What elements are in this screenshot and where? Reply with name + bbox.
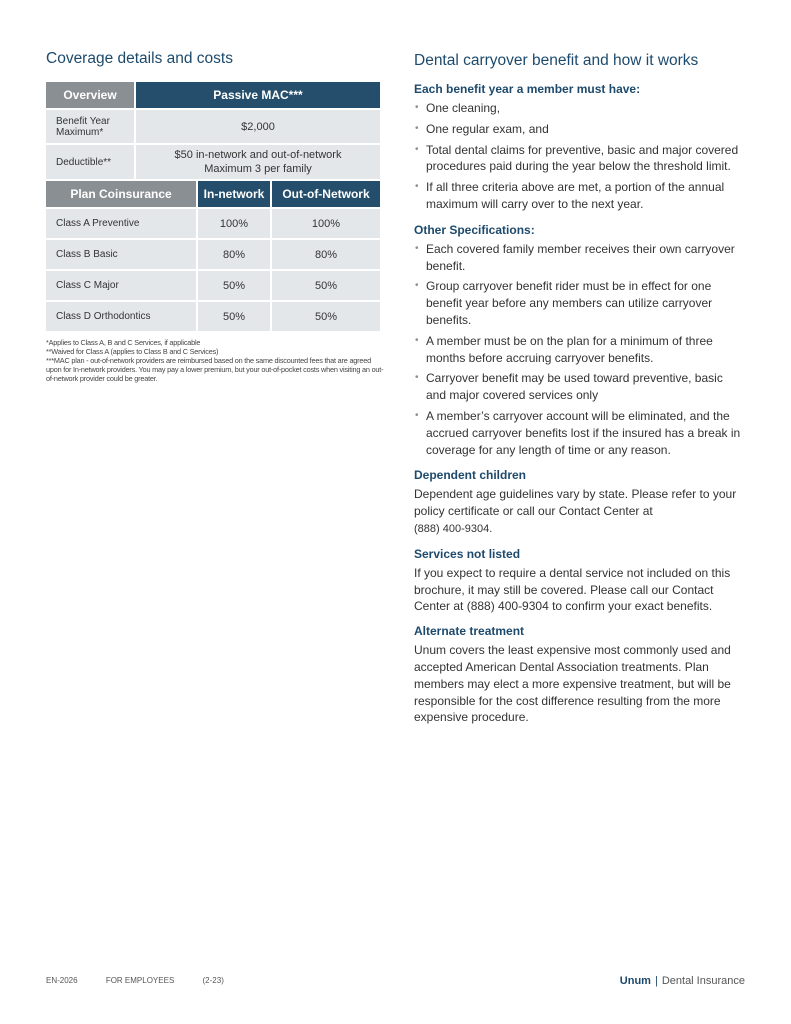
list-item: • Each covered family member receives their own carryover benefit. xyxy=(414,241,744,275)
in-network-value: 50% xyxy=(198,271,270,300)
footer-separator: | xyxy=(654,975,658,987)
footer-meta xyxy=(46,976,250,985)
table-row xyxy=(46,271,380,300)
row-label: Class A Preventive xyxy=(46,209,196,238)
plan-coinsurance-header: Plan Coinsurance xyxy=(46,181,196,207)
contact-phone: (888) 400-9304. xyxy=(414,522,493,535)
list-item: • One regular exam, and xyxy=(414,121,744,138)
alternate-treatment-text: Unum covers the least expensive most commonly used and accepted American Dental Association treatments. Plan members may elect a more expensive treatment, but will be responsible for the cost difference resulting from the more expensive procedure. xyxy=(414,643,731,725)
list-item: • If all three criteria above are met, a portion of the annual maximum will carry over to the next year. xyxy=(414,179,744,213)
list-item: • One cleaning, xyxy=(414,100,744,117)
table-row xyxy=(46,209,380,238)
coverage-title: Coverage details and costs xyxy=(46,50,233,67)
table-row xyxy=(46,110,380,143)
footnote: *Applies to Class A, B and C Services, if applicable xyxy=(46,338,201,347)
in-network-value: 100% xyxy=(198,209,270,238)
table-row xyxy=(46,302,380,331)
specifications-heading: Other Specifications: xyxy=(414,222,535,237)
row-label: Deductible** xyxy=(46,145,134,179)
row-label: Class D Orthodontics xyxy=(46,302,196,331)
services-not-listed-text: If you expect to require a dental service not included on this brochure, it may still be covered. Please call our Contact Center at (888) 400-9304 to confirm your exact benefits. xyxy=(414,565,731,614)
in-network-header: In-network xyxy=(198,181,270,207)
carryover-section xyxy=(414,52,744,735)
footnotes xyxy=(46,338,384,383)
list-item: • Carryover benefit may be used toward preventive, basic and major covered services only xyxy=(414,370,744,404)
footnote: **Waived for Class A (applies to Class B and C Services) xyxy=(46,347,219,356)
deductible-line-2: Maximum 3 per family xyxy=(204,163,312,175)
row-value xyxy=(136,145,380,179)
out-of-network-value: 50% xyxy=(272,302,380,331)
revision-date: (2-23) xyxy=(202,976,224,985)
coinsurance-table xyxy=(44,179,382,333)
form-code: EN-2026 xyxy=(46,976,78,985)
passive-mac-header: Passive MAC*** xyxy=(136,82,380,108)
dependent-children-heading: Dependent children xyxy=(414,468,527,483)
services-not-listed-heading: Services not listed xyxy=(414,546,521,561)
table-row xyxy=(46,145,380,179)
out-of-network-value: 100% xyxy=(272,209,380,238)
in-network-value: 50% xyxy=(198,302,270,331)
list-item: • Group carryover benefit rider must be in effect for one benefit year before any members can utilize carryover benefits. xyxy=(414,278,744,328)
audience-label: FOR EMPLOYEES xyxy=(105,976,175,985)
out-of-network-value: 50% xyxy=(272,271,380,300)
overview-header: Overview xyxy=(46,82,134,108)
requirements-heading: Each benefit year a member must have: xyxy=(414,82,641,96)
product-name: Dental Insurance xyxy=(661,975,745,987)
footer-brand xyxy=(620,975,745,987)
dependent-children-text xyxy=(414,486,744,537)
out-of-network-header: Out-of-Network xyxy=(272,181,380,207)
dependent-children-body: Dependent age guidelines vary by state. Please refer to your policy certificate or call our Contact Center at xyxy=(414,487,737,519)
carryover-title: Dental carryover benefit and how it works xyxy=(414,52,699,69)
out-of-network-value: 80% xyxy=(272,240,380,269)
alternate-treatment-heading: Alternate treatment xyxy=(414,624,525,639)
row-value: $2,000 xyxy=(136,110,380,143)
coverage-section xyxy=(46,50,384,383)
row-label: Class B Basic xyxy=(46,240,196,269)
row-label: Class C Major xyxy=(46,271,196,300)
requirements-list xyxy=(414,100,744,213)
specifications-list xyxy=(414,241,744,459)
deductible-line-1: $50 in-network and out-of-network xyxy=(174,149,342,161)
list-item: • A member must be on the plan for a minimum of three months before accruing carryover benefits. xyxy=(414,333,744,367)
list-item: • A member’s carryover account will be eliminated, and the accrued carryover benefits lost if the insured has a break in coverage for any length of time or any reason. xyxy=(414,408,744,458)
table-row xyxy=(46,240,380,269)
list-item: • Total dental claims for preventive, basic and major covered procedures paid during the year below the threshold limit. xyxy=(414,142,744,176)
overview-table xyxy=(44,80,382,181)
row-label: Benefit Year Maximum* xyxy=(46,110,134,143)
footnote: ***MAC plan - out-of-network providers are reimbursed based on the same discounted fees that are agreed upon for In-network providers. You may pay a lower premium, but your out-of-pocket costs when visiting an out-of-network provider could be greater. xyxy=(46,356,384,383)
in-network-value: 80% xyxy=(198,240,270,269)
brand-name: Unum xyxy=(619,975,651,987)
